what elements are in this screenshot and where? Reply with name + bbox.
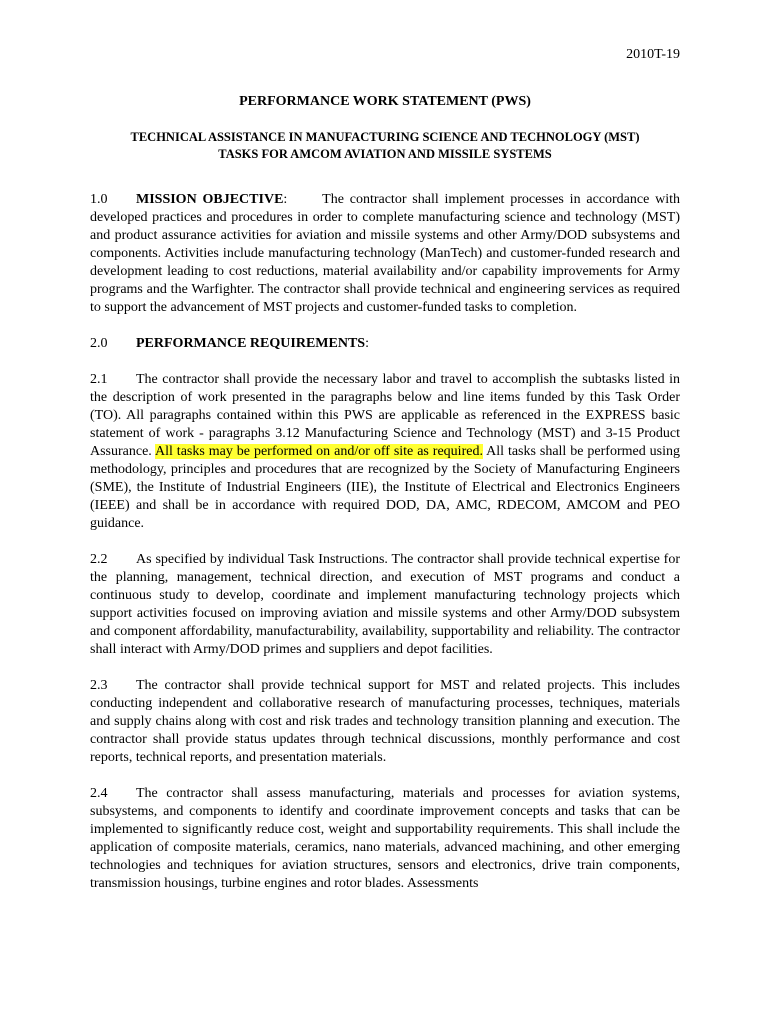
section-heading: PERFORMANCE REQUIREMENTS: [136, 336, 366, 351]
section-2-0: [90, 335, 680, 353]
section-2-1: [90, 371, 680, 533]
section-text: The contractor shall implement processes in accordance with developed practices and procedures in order to complete manufacturing science and technology (MST) and product assurance activities for aviation and missile systems and other Army/DOD subsystems and components. Activities include manufacturing technology (ManTech) and customer-funded research and development leading to cost reductions, material availability and/or capability improvements for Army programs and the Warfighter. The contractor shall provide technical and engineering services as required to support the advancement of MST projects and customer-funded tasks to completion.: [90, 192, 681, 315]
section-2-4: [90, 785, 680, 893]
section-text: The contractor shall provide technical support for MST and related projects. This includes conducting independent and collaborative research of manufacturing processes, techniques, materials and supply chains along with cost and risk trades and technology transition planning and execution. The contractor shall provide status updates through technical discussions, monthly performance and cost reports, technical reports, and presentation materials.: [90, 678, 680, 765]
section-number: 2.0: [90, 336, 108, 351]
section-number: 2.1: [90, 372, 108, 387]
section-number: 1.0: [90, 192, 108, 207]
highlighted-text: All tasks may be performed on and/or off site as required.: [154, 444, 483, 459]
section-1-0: [90, 191, 680, 317]
document-title: PERFORMANCE WORK STATEMENT (PWS): [239, 94, 531, 109]
section-text-continued: All tasks shall be performed using methodology, principles and procedures that are recognized by the Society of Manufacturing Engineers (SME), the Institute of Industrial Engineers (IIE), the Institute of Electrical and Electronics Engineers (IEEE) and shall be in accordance with required DOD, DA, AMC, RDECOM, AMCOM and PEO guidance.: [90, 444, 680, 531]
section-text: As specified by individual Task Instructions. The contractor shall provide technical expertise for the planning, management, technical direction, and execution of MST programs and conduct a continuous study to develop, coordinate and implement manufacturing technology projects which support activities focused on improving aviation and missile systems and other Army/DOD subsystem and component affordability, manufacturability, availability, supportability and reliability. The contractor shall interact with Army/DOD primes and suppliers and depot facilities.: [90, 552, 680, 657]
section-heading: MISSION OBJECTIVE: [136, 192, 284, 207]
subtitle-line-2: TASKS FOR AMCOM AVIATION AND MISSILE SYSTEMS: [218, 147, 552, 161]
subtitle-line-1: TECHNICAL ASSISTANCE IN MANUFACTURING SCIENCE AND TECHNOLOGY (MST): [130, 130, 640, 144]
section-number: 2.4: [90, 786, 108, 801]
heading-suffix: :: [365, 336, 369, 351]
section-number: 2.2: [90, 552, 108, 567]
section-text: The contractor shall assess manufacturing, materials and processes for aviation systems, subsystems, and components to identify and coordinate improvement concepts and tasks that can be implemented to significantly reduce cost, weight and supportability requirements. This shall include the application of composite materials, ceramics, nano materials, advanced machining, and other emerging technologies and techniques for aviation structures, sensors and electronics, drive train components, transmission housings, turbine engines and rotor blades. Assessments: [90, 786, 680, 891]
section-2-3: [90, 677, 680, 767]
section-text: The contractor shall provide the necessary labor and travel to accomplish the subtasks listed in the description of work presented in the paragraphs below and line items funded by this Task Order (TO). All paragraphs contained within this PWS are applicable as referenced in the EXPRESS basic statement of work - paragraphs 3.12 Manufacturing Science and Technology (MST) and 3-15 Product Assurance.: [90, 372, 680, 459]
section-2-2: [90, 551, 680, 659]
document-number: 2010T-19: [626, 47, 680, 62]
document-subtitle: [90, 129, 680, 163]
heading-suffix: :: [283, 192, 288, 207]
section-number: 2.3: [90, 678, 108, 693]
